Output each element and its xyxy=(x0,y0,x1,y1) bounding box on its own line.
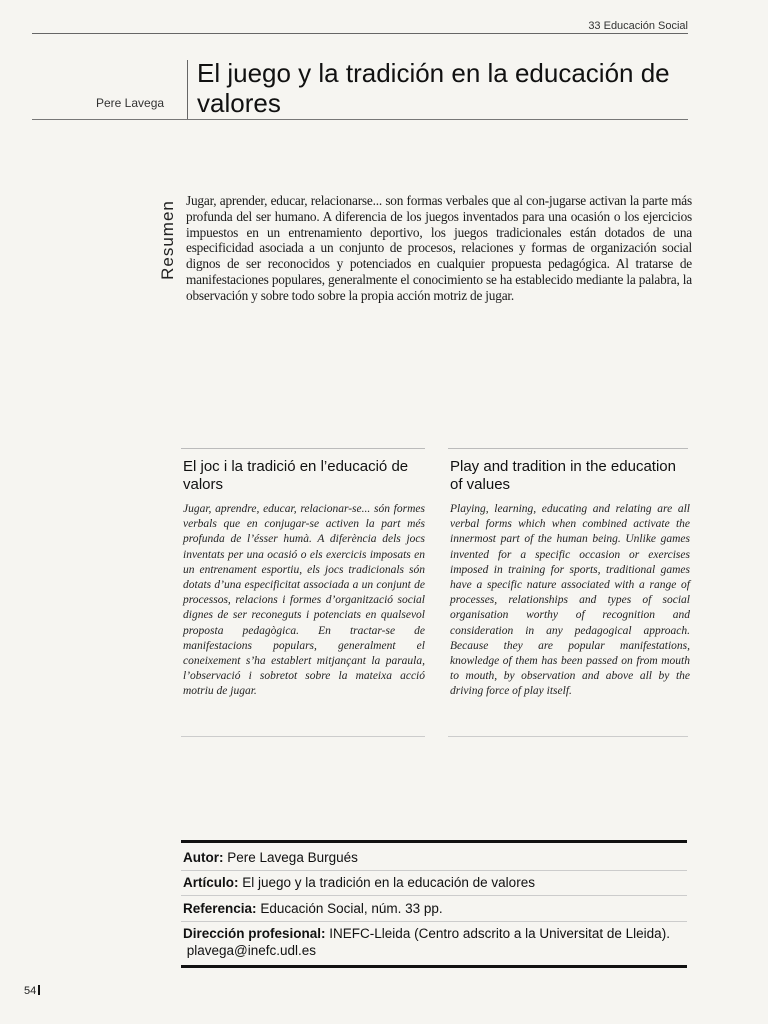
english-rule xyxy=(448,448,688,449)
catalan-abstract: Jugar, aprendre, educar, relacionar-se... són formes verbals que en conjugar-se activen la part més profunda de l’ésser humà. A diferència dels jocs inventats per una ocasió o els exercicis imposats en un entrenament esportiu, els jocs tradicionals són dotats d’una especificitat associada a un conjunt de processos, relacions i formes d’organització social dignes de ser reconeguts i potenciats en qualsevol proposta pedagògica. En tractar-se de manifestacions populars, generalment el coneixement s’ha establert mitjançant la paraula, l’observació i sobretot sobre la mateixa acció motriu de jugar. xyxy=(183,503,425,698)
article-author: Pere Lavega xyxy=(96,96,165,110)
english-abstract: Playing, learning, educating and relating are all verbal forms which when combined activate the innermost part of the human being. Unlike games invented for a specific occasion or exercises imposed in training for sports, traditional games have a specific nature associated with a range of processes, relationships and types of social organisation worthy of recognition and consideration in any pedagogical approach. Because they are popular manifestations, knowledge of them has been passed on from mouth to mouth, by observation and above all by the driving force of play itself. xyxy=(450,503,690,698)
header-rule xyxy=(32,119,688,120)
abstract-label-text: Resumen xyxy=(158,200,177,280)
catalan-bottom-rule xyxy=(181,736,425,737)
info-direccion xyxy=(183,925,687,959)
info-box-bottom-rule xyxy=(181,965,687,968)
info-autor-value: Pere Lavega Burgués xyxy=(227,850,358,865)
info-autor xyxy=(183,849,687,866)
abstract-label xyxy=(150,192,186,288)
info-autor-label: Autor: xyxy=(183,850,224,865)
catalan-title: El joc i la tradició en l’educació de valors xyxy=(183,458,409,493)
info-direccion-label: Dirección profesional: xyxy=(183,926,326,941)
page-number xyxy=(24,985,40,997)
journal-section-label: 33 Educación Social xyxy=(588,20,688,32)
info-direccion-value: INEFC-Lleida (Centro adscrito a la Universitat de Lleida). xyxy=(329,926,670,941)
article-title: El juego y la tradición en la educación de valores xyxy=(197,58,670,118)
info-referencia xyxy=(183,900,687,917)
author-email[interactable]: plavega@inefc.udl.es xyxy=(186,943,317,958)
info-separator xyxy=(181,870,687,871)
info-articulo-value: El juego y la tradición en la educación de valores xyxy=(242,875,535,890)
info-referencia-value: Educación Social, núm. 33 pp. xyxy=(260,901,443,916)
info-separator xyxy=(181,921,687,922)
header-divider xyxy=(187,60,188,120)
page-number-bar xyxy=(38,985,40,995)
catalan-rule xyxy=(181,448,425,449)
english-title: Play and tradition in the education of values xyxy=(450,458,676,493)
info-separator xyxy=(181,895,687,896)
english-bottom-rule xyxy=(448,736,688,737)
info-referencia-label: Referencia: xyxy=(183,901,257,916)
page-number-text: 54 xyxy=(24,985,37,997)
info-articulo-label: Artículo: xyxy=(183,875,239,890)
info-articulo xyxy=(183,874,687,891)
abstract-spanish: Jugar, aprender, educar, relacionarse... son formas verbales que al con-jugarse activan la parte más profunda del ser humano. A diferencia de los juegos inventados para una ocasión o los ejercicios impuestos en un entrenamiento deportivo, los juegos tradicionales están dotados de una especificidad asociada a un conjunto de procesos, relaciones y formas de organización social dignos de ser reconocidos y potenciados en cualquier propuesta pedagógica. Al tratarse de manifestaciones populares, generalmente el conocimiento se ha establecido mediante la palabra, la observación y sobre todo sobre la propia acción motriz de jugar. xyxy=(186,193,692,303)
top-rule xyxy=(32,33,688,34)
info-box-top-rule xyxy=(181,840,687,843)
